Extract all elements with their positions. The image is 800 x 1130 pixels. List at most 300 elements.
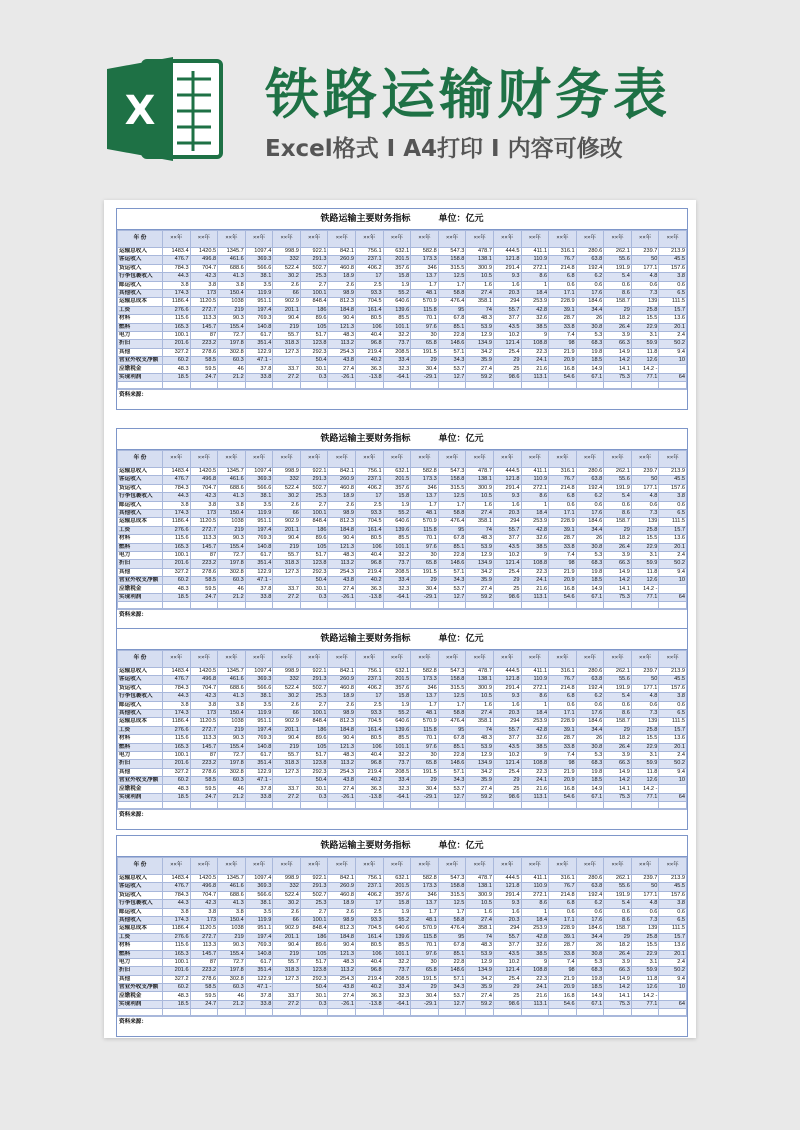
value-cell: 1.7: [438, 501, 466, 509]
value-cell: 43.8: [328, 984, 356, 992]
value-cell: 260.9: [328, 883, 356, 891]
value-cell: 14.2 -: [631, 992, 659, 1000]
value-cell: 12.5: [438, 693, 466, 701]
value-cell: 292.3: [300, 568, 328, 576]
value-cell: 1420.5: [190, 875, 218, 883]
value-cell: 24.1: [521, 357, 549, 365]
value-cell: 24.7: [190, 793, 218, 801]
value-cell: 113.3: [190, 315, 218, 323]
value-cell: 127.3: [273, 975, 301, 983]
value-cell: 177.1: [631, 684, 659, 692]
year-cell: ××年: [604, 858, 632, 875]
sheet-title-bar: [117, 836, 687, 857]
value-cell: 55.2: [383, 709, 411, 717]
value-cell: 32.6: [521, 942, 549, 950]
value-cell: 139.6: [383, 526, 411, 534]
value-cell: 228.9: [549, 925, 577, 933]
empty-cell: [466, 382, 494, 389]
empty-cell: [190, 802, 218, 809]
row-label: 运输总收入: [118, 875, 163, 883]
value-cell: 51.7: [300, 958, 328, 966]
value-cell: 45.5: [659, 476, 687, 484]
value-cell: 30.2: [273, 900, 301, 908]
value-cell: 30: [411, 751, 439, 759]
table-row: [118, 743, 687, 751]
value-cell: 444.5: [493, 875, 521, 883]
value-cell: 6.8: [549, 900, 577, 908]
year-cell: ××年: [245, 858, 273, 875]
value-cell: 14.9: [576, 992, 604, 1000]
value-cell: 100.1: [163, 551, 191, 559]
value-cell: 502.7: [300, 264, 328, 272]
value-cell: 173.3: [411, 883, 439, 891]
value-cell: 358.1: [466, 518, 494, 526]
value-cell: 478.7: [466, 468, 494, 476]
row-label: 实现利润: [118, 373, 163, 381]
value-cell: 951.1: [245, 518, 273, 526]
value-cell: 113.2: [328, 340, 356, 348]
value-cell: 6.5: [659, 709, 687, 717]
empty-cell: [328, 802, 356, 809]
table-row: [118, 701, 687, 709]
value-cell: 138.1: [466, 476, 494, 484]
value-cell: 113.2: [328, 967, 356, 975]
blank-row: [118, 802, 687, 809]
value-cell: -13.8: [356, 793, 384, 801]
value-cell: 30.1: [300, 785, 328, 793]
year-cell: ××年: [218, 231, 246, 248]
value-cell: 208.5: [383, 568, 411, 576]
value-cell: 61.7: [245, 551, 273, 559]
value-cell: 272.7: [190, 526, 218, 534]
table-row: [118, 709, 687, 717]
value-cell: 48.3: [328, 551, 356, 559]
value-cell: 22.9: [631, 743, 659, 751]
value-cell: 121.4: [493, 560, 521, 568]
value-cell: 96.8: [356, 340, 384, 348]
year-cell: ××年: [411, 858, 439, 875]
table-row: [118, 323, 687, 331]
value-cell: 0.6: [631, 908, 659, 916]
value-cell: 7.3: [631, 916, 659, 924]
sheet-title: 铁路运输主要财务指标: [320, 434, 411, 444]
value-cell: 32.2: [383, 551, 411, 559]
value-cell: 4.8: [631, 273, 659, 281]
value-cell: 3.8: [163, 501, 191, 509]
table-row: [118, 331, 687, 339]
value-cell: 27.4: [466, 585, 494, 593]
value-cell: 3.8: [163, 908, 191, 916]
value-cell: 784.3: [163, 684, 191, 692]
value-cell: 1038: [218, 298, 246, 306]
value-cell: 3.8: [218, 281, 246, 289]
value-cell: 10: [659, 984, 687, 992]
value-cell: 784.3: [163, 264, 191, 272]
empty-cell: [604, 602, 632, 609]
value-cell: 15.8: [383, 693, 411, 701]
row-label: 货运收入: [118, 484, 163, 492]
value-cell: 70.1: [411, 315, 439, 323]
value-cell: 73.7: [383, 560, 411, 568]
value-cell: 48.3: [466, 735, 494, 743]
value-cell: 34.4: [576, 526, 604, 534]
value-cell: 260.9: [328, 676, 356, 684]
value-cell: 113.1: [521, 593, 549, 601]
value-cell: 27.4: [466, 365, 494, 373]
value-cell: 34.4: [576, 933, 604, 941]
value-cell: 291.3: [300, 476, 328, 484]
value-cell: 570.9: [411, 925, 439, 933]
value-cell: 14.1: [604, 785, 632, 793]
value-cell: 59.2: [466, 373, 494, 381]
table-row: [118, 551, 687, 559]
value-cell: 237.1: [356, 256, 384, 264]
value-cell: 9: [521, 751, 549, 759]
value-cell: 101.1: [383, 950, 411, 958]
value-cell: 197.4: [245, 306, 273, 314]
value-cell: 476.4: [438, 518, 466, 526]
value-cell: 192.4: [576, 264, 604, 272]
value-cell: 327.2: [163, 568, 191, 576]
value-cell: 3.9: [604, 958, 632, 966]
value-cell: 50.4: [300, 984, 328, 992]
value-cell: 93.3: [356, 916, 384, 924]
year-cell: ××年: [604, 451, 632, 468]
row-label: 客运收入: [118, 883, 163, 891]
empty-cell: [328, 602, 356, 609]
value-cell: 1038: [218, 925, 246, 933]
value-cell: 3.8: [190, 501, 218, 509]
value-cell: -29.1: [411, 373, 439, 381]
value-cell: 262.1: [604, 875, 632, 883]
value-cell: 53.7: [438, 992, 466, 1000]
value-cell: 1.7: [411, 908, 439, 916]
value-cell: 22.3: [521, 768, 549, 776]
value-cell: 219: [273, 323, 301, 331]
value-cell: 291.4: [493, 484, 521, 492]
value-cell: 157.6: [659, 264, 687, 272]
value-cell: 5.4: [604, 273, 632, 281]
value-cell: 184.6: [576, 298, 604, 306]
value-cell: 55.7: [273, 331, 301, 339]
value-cell: 90.3: [218, 315, 246, 323]
value-cell: 38.1: [245, 493, 273, 501]
value-cell: 219.4: [356, 768, 384, 776]
value-cell: 40.4: [356, 751, 384, 759]
value-cell: 9.3: [493, 493, 521, 501]
value-cell: 302.8: [218, 768, 246, 776]
year-cell: ××年: [438, 651, 466, 668]
value-cell: 51.7: [300, 751, 328, 759]
value-cell: 1.6: [493, 501, 521, 509]
value-cell: -64.1: [383, 793, 411, 801]
year-cell: ××年: [273, 451, 301, 468]
value-cell: 300.9: [466, 484, 494, 492]
value-cell: 8.6: [604, 709, 632, 717]
value-cell: 33.7: [273, 365, 301, 373]
value-cell: 316.1: [549, 668, 577, 676]
value-cell: 134.9: [466, 967, 494, 975]
value-cell: -29.1: [411, 593, 439, 601]
value-cell: 30.8: [576, 543, 604, 551]
value-cell: 67.8: [438, 315, 466, 323]
table-row: [118, 577, 687, 585]
value-cell: 46: [218, 992, 246, 1000]
value-cell: 98.6: [493, 793, 521, 801]
year-cell: ××年: [163, 858, 191, 875]
value-cell: 90.3: [218, 535, 246, 543]
value-cell: 9.3: [493, 900, 521, 908]
value-cell: 6.8: [549, 693, 577, 701]
row-label: 电力: [118, 958, 163, 966]
value-cell: 98.9: [328, 916, 356, 924]
empty-cell: [466, 1009, 494, 1016]
value-cell: 0.6: [549, 281, 577, 289]
value-cell: 158.8: [438, 676, 466, 684]
value-cell: 756.1: [356, 468, 384, 476]
value-cell: 77.1: [631, 1000, 659, 1008]
year-cell: ××年: [190, 451, 218, 468]
value-cell: 9: [521, 551, 549, 559]
value-cell: 951.1: [245, 298, 273, 306]
value-cell: 15.7: [659, 306, 687, 314]
value-cell: 121.8: [493, 256, 521, 264]
value-cell: 58.8: [438, 509, 466, 517]
value-cell: 37.8: [245, 365, 273, 373]
value-cell: 25.3: [300, 693, 328, 701]
value-cell: 186: [300, 726, 328, 734]
value-cell: 59.5: [190, 585, 218, 593]
source-label: 资料来源：: [117, 1016, 687, 1027]
value-cell: 32.6: [521, 735, 549, 743]
value-cell: 18.9: [328, 493, 356, 501]
value-cell: -26.1: [328, 1000, 356, 1008]
blank-row: [118, 382, 687, 389]
finance-sheet-3: [116, 628, 688, 830]
value-cell: 111.5: [659, 518, 687, 526]
table-row: [118, 289, 687, 297]
value-cell: 40.4: [356, 958, 384, 966]
value-cell: 43.8: [328, 777, 356, 785]
value-cell: 582.8: [411, 875, 439, 883]
value-cell: 61.7: [245, 331, 273, 339]
value-cell: 842.1: [328, 668, 356, 676]
value-cell: 208.5: [383, 348, 411, 356]
value-cell: 40.2: [356, 357, 384, 365]
row-label: 燃料: [118, 323, 163, 331]
value-cell: 37.7: [493, 735, 521, 743]
value-cell: 444.5: [493, 248, 521, 256]
value-cell: 476.7: [163, 476, 191, 484]
value-cell: 55.7: [493, 526, 521, 534]
value-cell: 44.3: [163, 900, 191, 908]
value-cell: 7.4: [549, 751, 577, 759]
value-cell: 98.6: [493, 593, 521, 601]
value-cell: 22.9: [631, 323, 659, 331]
value-cell: 12.6: [631, 577, 659, 585]
empty-cell: [604, 1009, 632, 1016]
value-cell: 291.4: [493, 891, 521, 899]
value-cell: 1097.4: [245, 468, 273, 476]
value-cell: 115.6: [163, 942, 191, 950]
value-cell: 48.3: [163, 585, 191, 593]
value-cell: 174.3: [163, 509, 191, 517]
value-cell: 90.4: [328, 535, 356, 543]
value-cell: 121.3: [328, 950, 356, 958]
value-cell: 63.8: [576, 476, 604, 484]
year-header-cell: 年 份: [118, 231, 163, 248]
value-cell: 1.7: [438, 908, 466, 916]
value-cell: 33.7: [273, 785, 301, 793]
value-cell: 253.9: [521, 718, 549, 726]
value-cell: 6.8: [549, 273, 577, 281]
value-cell: 461.6: [218, 256, 246, 264]
value-cell: 122.9: [245, 975, 273, 983]
value-cell: 53.9: [466, 543, 494, 551]
value-cell: 14.1: [604, 585, 632, 593]
value-cell: 100.1: [300, 509, 328, 517]
value-cell: 276.6: [163, 526, 191, 534]
empty-cell: [549, 802, 577, 809]
row-label: 运输总成本: [118, 718, 163, 726]
value-cell: 219: [273, 743, 301, 751]
value-cell: 848.4: [300, 718, 328, 726]
value-cell: 219: [273, 543, 301, 551]
empty-cell: [273, 602, 301, 609]
row-label: 应缴税金: [118, 585, 163, 593]
value-cell: 33.7: [273, 585, 301, 593]
value-cell: 951.1: [245, 718, 273, 726]
value-cell: 1186.4: [163, 518, 191, 526]
value-cell: 197.4: [245, 526, 273, 534]
value-cell: 20.3: [493, 509, 521, 517]
value-cell: 582.8: [411, 668, 439, 676]
value-cell: 208.5: [383, 768, 411, 776]
value-cell: 5.4: [604, 693, 632, 701]
value-cell: 113.1: [521, 1000, 549, 1008]
value-cell: 24.7: [190, 1000, 218, 1008]
value-cell: 108.8: [521, 967, 549, 975]
value-cell: 9: [521, 958, 549, 966]
value-cell: 29: [411, 357, 439, 365]
table-row: [118, 668, 687, 676]
value-cell: 174.3: [163, 916, 191, 924]
value-cell: 201.6: [163, 967, 191, 975]
finance-table: [117, 230, 687, 389]
value-cell: 85.5: [383, 535, 411, 543]
value-cell: 8.6: [604, 509, 632, 517]
value-cell: 98: [549, 760, 577, 768]
row-label: 运输总成本: [118, 518, 163, 526]
value-cell: 201.5: [383, 883, 411, 891]
value-cell: 33.8: [549, 323, 577, 331]
value-cell: 346: [411, 484, 439, 492]
value-cell: 25: [493, 785, 521, 793]
value-cell: 145.7: [190, 950, 218, 958]
value-cell: 704.5: [356, 925, 384, 933]
value-cell: 65.8: [411, 760, 439, 768]
empty-cell: [245, 382, 273, 389]
value-cell: 214.8: [549, 484, 577, 492]
value-cell: 44.3: [163, 693, 191, 701]
year-cell: ××年: [604, 651, 632, 668]
table-row: [118, 468, 687, 476]
value-cell: 68.3: [576, 560, 604, 568]
value-cell: 48.1: [411, 916, 439, 924]
value-cell: 67.1: [576, 793, 604, 801]
value-cell: 1420.5: [190, 468, 218, 476]
value-cell: 219.4: [356, 568, 384, 576]
value-cell: 3.8: [190, 281, 218, 289]
value-cell: 3.8: [163, 281, 191, 289]
empty-cell: [549, 1009, 577, 1016]
value-cell: 191.9: [604, 264, 632, 272]
value-cell: 922.1: [300, 468, 328, 476]
value-cell: 223.2: [190, 560, 218, 568]
value-cell: 902.9: [273, 718, 301, 726]
value-cell: 70.1: [411, 942, 439, 950]
table-row: [118, 718, 687, 726]
value-cell: 22.3: [521, 568, 549, 576]
row-label: 电力: [118, 331, 163, 339]
value-cell: 1120.5: [190, 298, 218, 306]
row-label: 燃料: [118, 950, 163, 958]
value-cell: 239.7: [631, 668, 659, 676]
value-cell: 30: [411, 551, 439, 559]
empty-cell: [521, 382, 549, 389]
value-cell: 80.5: [356, 315, 384, 323]
value-cell: 228.9: [549, 298, 577, 306]
value-cell: 158.7: [604, 298, 632, 306]
value-cell: 1.9: [383, 908, 411, 916]
year-cell: ××年: [631, 231, 659, 248]
value-cell: 2.7: [300, 908, 328, 916]
empty-cell: [659, 1009, 687, 1016]
value-cell: 48.3: [163, 365, 191, 373]
year-cell: ××年: [493, 858, 521, 875]
value-cell: 1483.4: [163, 875, 191, 883]
value-cell: 25.4: [493, 568, 521, 576]
value-cell: 406.2: [356, 891, 384, 899]
value-cell: 97.6: [411, 323, 439, 331]
empty-cell: [549, 382, 577, 389]
value-cell: 18.5: [576, 777, 604, 785]
value-cell: 3.8: [218, 908, 246, 916]
empty-cell: [245, 1009, 273, 1016]
value-cell: 110.9: [521, 476, 549, 484]
value-cell: 358.1: [466, 718, 494, 726]
value-cell: 158.8: [438, 256, 466, 264]
value-cell: 0.6: [659, 281, 687, 289]
value-cell: 14.9: [604, 348, 632, 356]
value-cell: 17: [356, 493, 384, 501]
value-cell: 59.9: [631, 967, 659, 975]
value-cell: 73.7: [383, 760, 411, 768]
value-cell: 192.4: [576, 484, 604, 492]
value-cell: 1420.5: [190, 668, 218, 676]
value-cell: 17.1: [549, 509, 577, 517]
year-header-cell: 年 份: [118, 858, 163, 875]
value-cell: 93.3: [356, 509, 384, 517]
value-cell: 105: [300, 543, 328, 551]
value-cell: 148.6: [438, 760, 466, 768]
value-cell: 12.6: [631, 357, 659, 365]
value-cell: 358.1: [466, 298, 494, 306]
value-cell: 15.7: [659, 726, 687, 734]
value-cell: 704.5: [356, 518, 384, 526]
row-label: 其他: [118, 975, 163, 983]
value-cell: 18.9: [328, 693, 356, 701]
